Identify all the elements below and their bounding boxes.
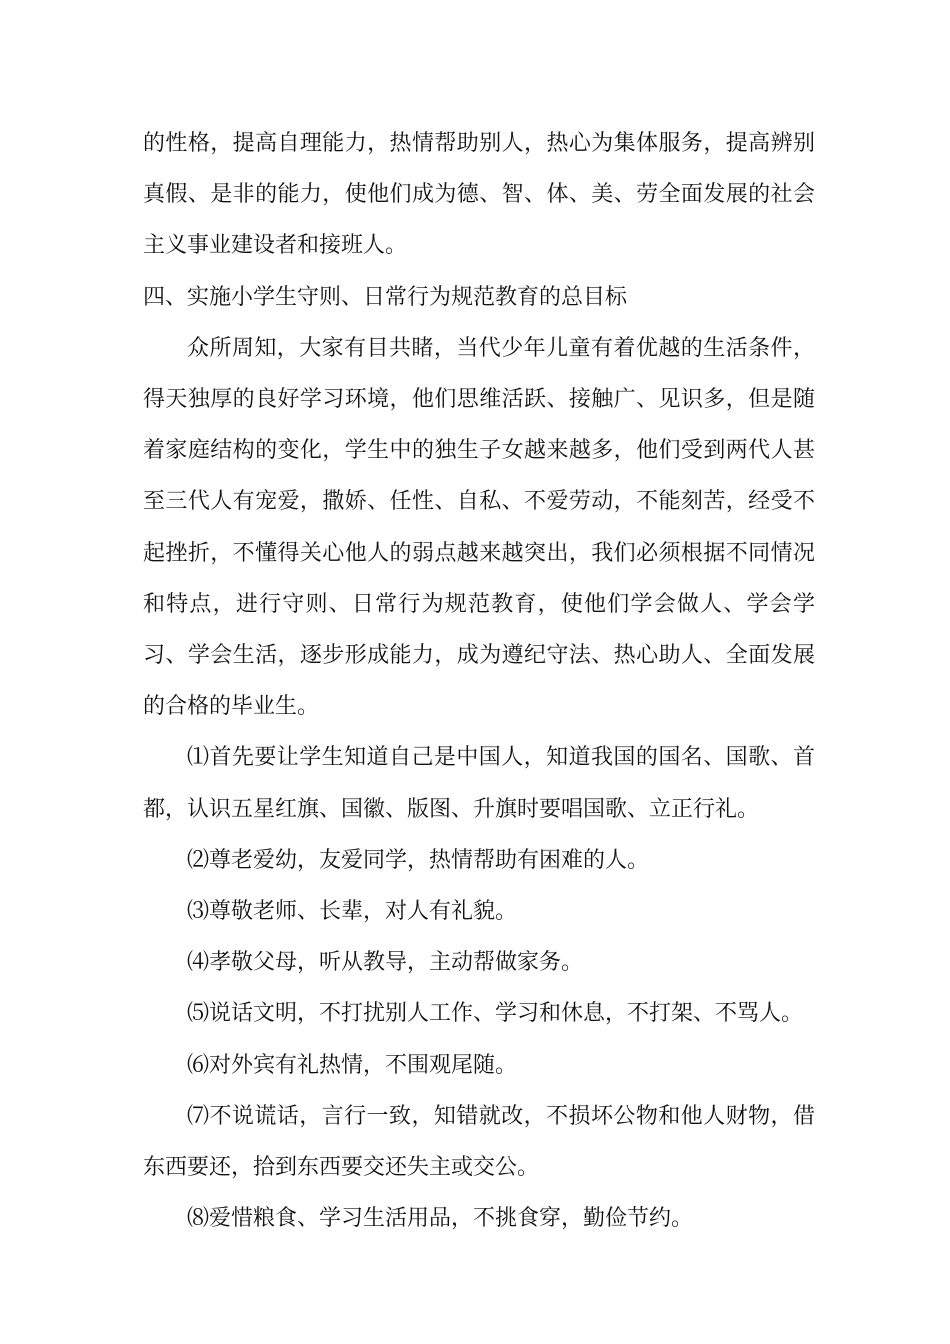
list-item-7: ⑺不说谎话，言行一致，知错就改，不损坏公物和他人财物，借东西要还，拾到东西要交还失主或交公。: [143, 1103, 815, 1181]
section-heading: 四、实施小学生守则、日常行为规范教育的总目标: [143, 284, 628, 310]
list-item-6: ⑹对外宾有礼热情，不围观尾随。: [187, 1052, 518, 1078]
list-item-1: ⑴首先要让学生知道自己是中国人，知道我国的国名、国歌、首都，认识五星红旗、国徽、版图、升旗时要唱国歌、立正行礼。: [143, 745, 815, 822]
list-item-2: ⑵尊老爱幼，友爱同学，热情帮助有困难的人。: [187, 847, 650, 873]
paragraph-continuation: 的性格，提高自理能力，热情帮助别人，热心为集体服务，提高辨别真假、是非的能力，使他们成为德、智、体、美、劳全面发展的社会主义事业建设者和接班人。: [143, 131, 815, 259]
list-item-8: ⑻爱惜粮食、学习生活用品，不挑食穿，勤俭节约。: [187, 1206, 694, 1232]
paragraph-overview: 众所周知，大家有目共睹，当代少年儿童有着优越的生活条件，得天独厚的良好学习环境，他们思维活跃、接触广、见识多，但是随着家庭结构的变化，学生中的独生子女越来越多，他们受到两代人甚至三代人有宠爱，撒娇、任性、自私、不爱劳动，不能刻苦，经受不起挫折，不懂得关心他人的弱点越来越突出，我们必须根据不同情况和特点，进行守则、日常行为规范教育，使他们学会做人、学会学习、学会生活，逐步形成能力，成为遵纪守法、热心助人、全面发展的合格的毕业生。: [143, 335, 815, 720]
list-item-5: ⑸说话文明，不打扰别人工作、学习和休息，不打架、不骂人。: [187, 1001, 804, 1027]
list-item-4: ⑷孝敬父母，听从教导，主动帮做家务。: [187, 950, 584, 976]
list-item-3: ⑶尊敬老师、长辈，对人有礼貌。: [187, 899, 518, 925]
document-body: [143, 118, 815, 1244]
